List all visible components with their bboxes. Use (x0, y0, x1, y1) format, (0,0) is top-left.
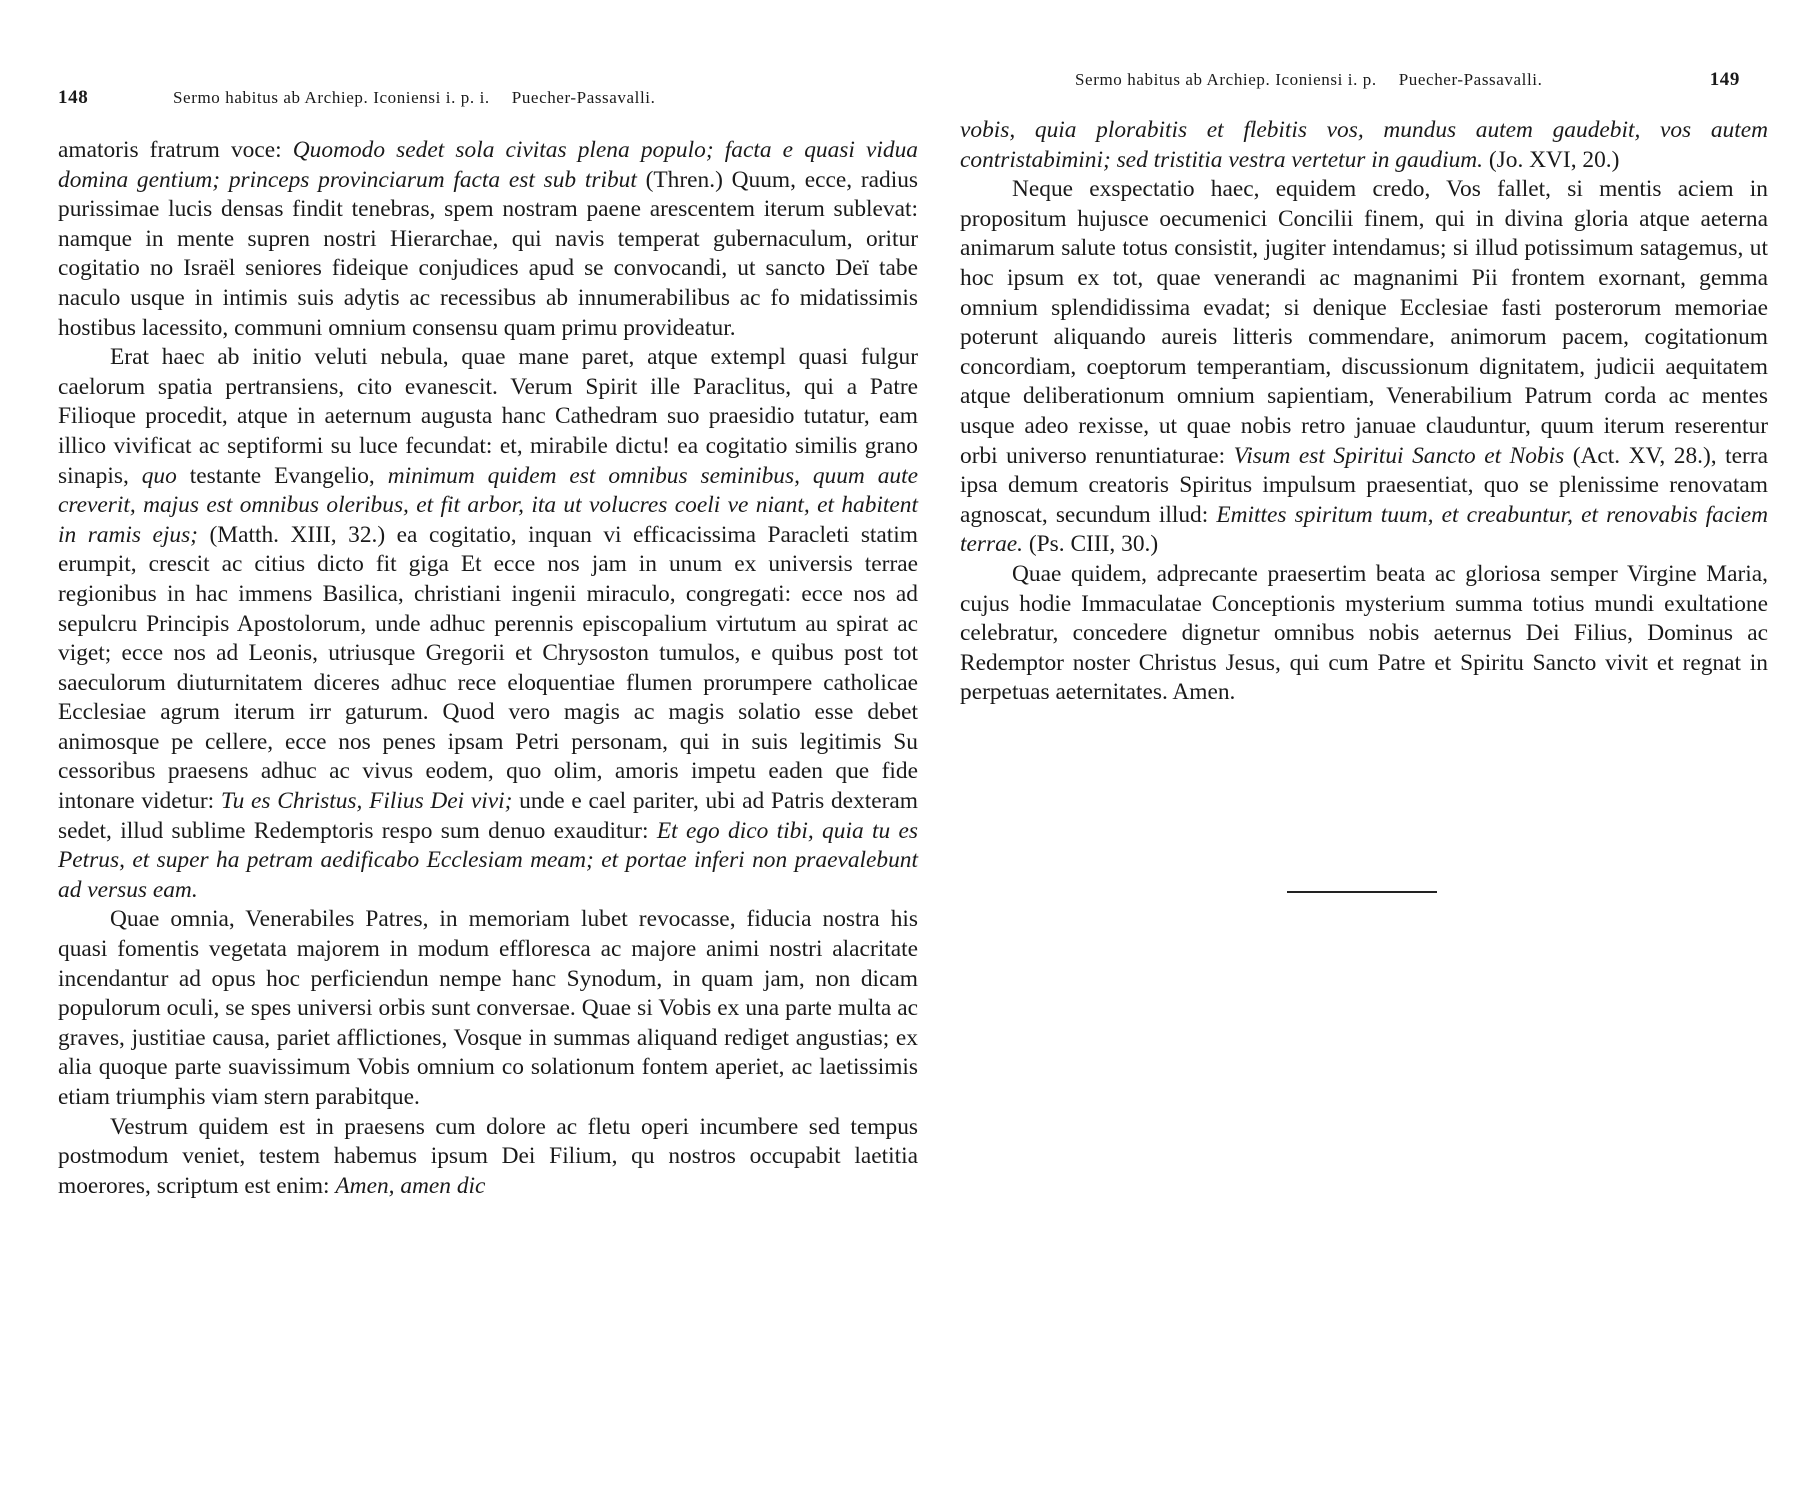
text-run: (Ps. CIII, 30.) (1023, 531, 1159, 558)
paragraph (960, 560, 1768, 708)
italic-quotation: minimum quidem est omnibus seminibus, quum aute creverit, majus est omnibus oleribus, et fit arbor, ita ut volucres coeli ve niant, et habitent in ramis ejus; (58, 462, 918, 548)
italic-quotation: vobis, quia plorabitis et flebitis vos, mundus autem gaudebit, vos autem contristabimini; sed tristitia vestra vertetur in gaudium. (960, 117, 1768, 173)
italic-quotation: Emittes spiritum tuum, et creabuntur, et renovabis faciem terrae. (960, 501, 1768, 558)
italic-quotation: Tu es Christus, Filius Dei vivi; (220, 788, 513, 815)
italic-quotation: Visum est Spiritui Sancto et Nobis (1233, 442, 1565, 469)
text-run: (Act. XV, 28.), terra ipsa demum creatoris Spiritus impulsum praesentiat, quo se plenissime renovatam agnoscat, secundum illud: (960, 442, 1768, 528)
italic-quotation: Quomodo sedet sola civitas plena populo; facta e quasi vidua domina gentium; princeps provinciarum facta est sub tribut (58, 137, 918, 193)
right-running-head-part2: Puecher-Passavalli. (1398, 70, 1543, 89)
left-running-head-part1: Sermo habitus ab Archiep. Iconiensi i. p. i. (173, 88, 490, 107)
italic-quotation: Et ego dico tibi, quia tu es Petrus, et super ha petram aedificabo Ecclesiam meam; et portae inferi non praevalebunt ad versus eam. (58, 817, 919, 903)
paragraph (58, 1113, 918, 1202)
paragraph (58, 343, 918, 905)
right-body-text (960, 116, 1768, 708)
italic-quotation: Amen, amen dic (335, 1172, 486, 1199)
text-run: Quae omnia, Venerabiles Patres, in memoriam lubet revocasse, fiducia nostra his quasi fomentis vegetata majorem in modum effloresca ac majore animi nostri alacritate incendantur ad opus hoc perficiendun nempe hanc Synodum, in quam jam, non dicam populorum oculi, se spes universi orbis sunt conversae. Quae si Vobis ex una parte multa ac graves, justitiae causa, pariet afflictiones, Vosque in summas aliquand rediget angustias; ex alia quoque parte suavissimum Vobis omnium co solationum fontem aperiet, ac laetissimis etiam triumphis viam stern parabitque. (58, 906, 918, 1110)
text-run: Neque exspectatio haec, equidem credo, Vos fallet, si mentis aciem in propositum hujusce oecumenici Concilii finem, qui in divina gloria atque aeterna animarum salute totus consistit, jugiter intendamus; si illud potissimum satagemus, ut hoc ipsum ex tot, quae venerandi ac magnanimi Pii frontem exornant, gemma omnium splendidissima evadat; si denique Ecclesiae fasti posterorum memoriae poterunt aliquando aureis litteris commendare, animorum pacem, cogitationum concordiam, coeptorum temperantiam, discussionum dignitatem, judicii aequitatem atque deliberationum omnium sapientiam, Venerabilium Patrum corda ac mentes usque adeo rexisse, ut quae nobis retro januae clauduntur, quum iterum reserentur orbi universo renuntiaturae: (960, 176, 1768, 469)
paragraph (58, 905, 918, 1112)
text-run: Erat haec ab initio veluti nebula, quae mane paret, atque extempl quasi fulgur caelorum spatia pertransiens, cito evanescit. Verum Spirit ille Paraclitus, qui a Patre Filioque procedit, atque in aeternum augusta hanc Cathedram suo praesidio tutatur, eam illico vivificat ac septiformi su luce fecundat: et, mirabile dictu! ea cogitatio similis grano sinapis, (58, 344, 918, 489)
text-run: (Thren.) Quum, ecce, radius purissimae lucis densas findit tenebras, spem nostram paene arescentem iterum sublevat: namque in mente supren nostri Hierarchae, qui navis temperat gubernaculum, oritur cogitatio no Israël seniores fideique conjudices apud se convocandi, ut sancto Deï tabe naculo usque in intimis suis adytis ac recessibus ab innumerabilibus ac fo midatissimis hostibus lacessito, communi omnium consensu quam primu provideatur. (58, 166, 918, 341)
left-running-head-part2: Puecher-Passavalli. (511, 88, 656, 107)
right-running-head-part1: Sermo habitus ab Archiep. Iconiensi i. p. (1075, 70, 1377, 89)
text-run: (Matth. XIII, 32.) ea cogitatio, inquan vi efficacissima Paracleti statim erumpit, crescit ac citius dicto fit giga Et ecce nos jam in unum ex universis terrae regionibus in hac immens Basilica, christiani ingenii miraculo, congregati: ecce nos ad sepulcru Principis Apostolorum, unde adhuc perennis episcopalium virtutum au spirat ac viget; ecce nos ad Leonis, utriusque Gregorii et Chrysoston tumulos, e quibus post tot saeculorum diuturnitatem diceres adhuc rece eloquentiae flumen prorumpere catholicae Ecclesiae agrum iterum irr gaturum. Quod vero magis ac magis solatio esse debet animosque pe cellere, ecce nos penes ipsam Petri personam, qui in suis legitimis Su cessoribus praesens adhuc ac vivus eodem, quo olim, amoris impetu eaden que fide intonare videtur: (58, 521, 919, 815)
paragraph (960, 116, 1768, 175)
italic-quotation: quo (141, 462, 177, 489)
left-page-number: 148 (58, 87, 89, 108)
text-run: testante Evangelio, (176, 462, 388, 489)
right-page (960, 0, 1780, 1500)
text-run: unde e cael pariter, ubi ad Patris dexteram sedet, illud sublime Redemptoris respo sum denuo exauditur: (58, 788, 918, 844)
paragraph (58, 136, 918, 343)
text-run: Quae quidem, adprecante praesertim beata ac gloriosa semper Virgine Maria, cujus hodie Immaculatae Conceptionis mysterium summa totius mundi exultatione celebratur, concedere dignetur omnibus nobis aeternus Dei Filius, Dominus ac Redemptor noster Christus Jesus, qui cum Patre et Spiritu Sancto vivit et regnat in perpetuas aeternitates. Amen. (960, 560, 1768, 706)
right-page-number: 149 (1709, 69, 1740, 90)
paragraph (960, 175, 1768, 560)
text-run: (Jo. XVI, 20.) (1483, 146, 1620, 173)
text-run: Vestrum quidem est in praesens cum dolore ac fletu operi incumbere sed tempus postmodum veniet, testem habemus ipsum Dei Filium, qu nostros occupabit laetitia moerores, scriptum est enim: (58, 1113, 918, 1199)
text-run: amatoris fratrum voce: (58, 137, 293, 163)
right-running-head-title (1075, 70, 1542, 90)
left-body-text (58, 136, 918, 1201)
end-rule (1287, 891, 1437, 893)
left-running-head-title (173, 88, 655, 108)
